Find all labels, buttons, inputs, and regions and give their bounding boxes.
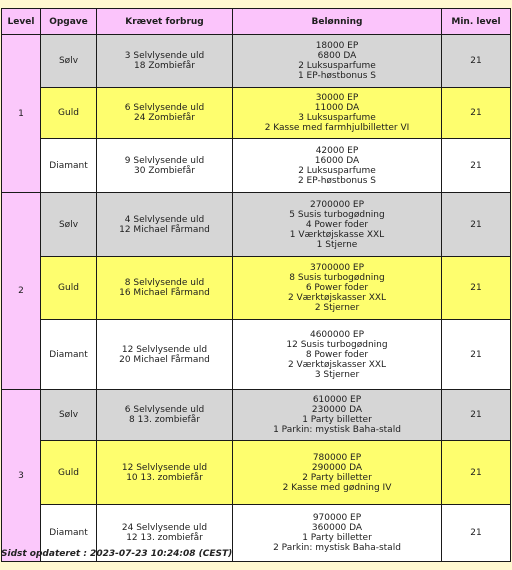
min-level-cell: 21 (442, 35, 511, 88)
min-level-cell: 21 (442, 441, 511, 505)
level-cell: 1 (2, 35, 41, 193)
task-cell: Sølv (41, 193, 97, 257)
task-cell: Diamant (41, 505, 97, 562)
task-cell: Guld (41, 88, 97, 139)
header-min-level: Min. level (442, 9, 511, 35)
min-level-cell: 21 (442, 88, 511, 139)
task-cell: Sølv (41, 390, 97, 441)
reward-cell: 3700000 EP 8 Susis turbogødning 6 Power foder 2 Værktøjskasser XXL 2 Stjerner (233, 257, 442, 320)
table-row (2, 257, 511, 320)
table-row (2, 441, 511, 505)
reward-cell: 2700000 EP 5 Susis turbogødning 4 Power foder 1 Værktøjskasse XXL 1 Stjerne (233, 193, 442, 257)
reward-cell: 610000 EP 230000 DA 1 Party billetter 1 Parkin: mystisk Baha-stald (233, 390, 442, 441)
task-cell: Diamant (41, 139, 97, 193)
header-required: Krævet forbrug (97, 9, 233, 35)
table-row (2, 320, 511, 390)
header-level: Level (2, 9, 41, 35)
level-cell: 3 (2, 390, 41, 562)
reward-cell: 4600000 EP 12 Susis turbogødning 8 Power foder 2 Værktøjskasser XXL 3 Stjerner (233, 320, 442, 390)
min-level-cell: 21 (442, 257, 511, 320)
reward-cell: 780000 EP 290000 DA 2 Party billetter 2 Kasse med gødning IV (233, 441, 442, 505)
min-level-cell: 21 (442, 193, 511, 257)
min-level-cell: 21 (442, 139, 511, 193)
header-row (2, 9, 511, 35)
rewards-table (1, 8, 511, 562)
required-cell: 24 Selvlysende uld 12 13. zombiefår (97, 505, 233, 562)
min-level-cell: 21 (442, 505, 511, 562)
table-row (2, 88, 511, 139)
required-cell: 12 Selvlysende uld 10 13. zombiefår (97, 441, 233, 505)
reward-cell: 18000 EP 6800 DA 2 Luksusparfume 1 EP-høstbonus S (233, 35, 442, 88)
header-reward: Belønning (233, 9, 442, 35)
table-row (2, 35, 511, 88)
required-cell: 3 Selvlysende uld 18 Zombiefår (97, 35, 233, 88)
reward-cell: 42000 EP 16000 DA 2 Luksusparfume 2 EP-høstbonus S (233, 139, 442, 193)
required-cell: 9 Selvlysende uld 30 Zombiefår (97, 139, 233, 193)
required-cell: 6 Selvlysende uld 8 13. zombiefår (97, 390, 233, 441)
task-cell: Guld (41, 441, 97, 505)
reward-cell: 30000 EP 11000 DA 3 Luksusparfume 2 Kasse med farmhjulbilletter VI (233, 88, 442, 139)
last-updated-text: Sidst opdateret : 2023-07-23 10:24:08 (CEST) (1, 549, 233, 559)
required-cell: 6 Selvlysende uld 24 Zombiefår (97, 88, 233, 139)
table-row (2, 193, 511, 257)
required-cell: 8 Selvlysende uld 16 Michael Fårmand (97, 257, 233, 320)
header-task: Opgave (41, 9, 97, 35)
task-cell: Diamant (41, 320, 97, 390)
reward-cell: 970000 EP 360000 DA 1 Party billetter 2 Parkin: mystisk Baha-stald (233, 505, 442, 562)
min-level-cell: 21 (442, 320, 511, 390)
task-cell: Sølv (41, 35, 97, 88)
table-row (2, 139, 511, 193)
min-level-cell: 21 (442, 390, 511, 441)
table-row (2, 390, 511, 441)
required-cell: 12 Selvlysende uld 20 Michael Fårmand (97, 320, 233, 390)
task-cell: Guld (41, 257, 97, 320)
required-cell: 4 Selvlysende uld 12 Michael Fårmand (97, 193, 233, 257)
level-cell: 2 (2, 193, 41, 390)
